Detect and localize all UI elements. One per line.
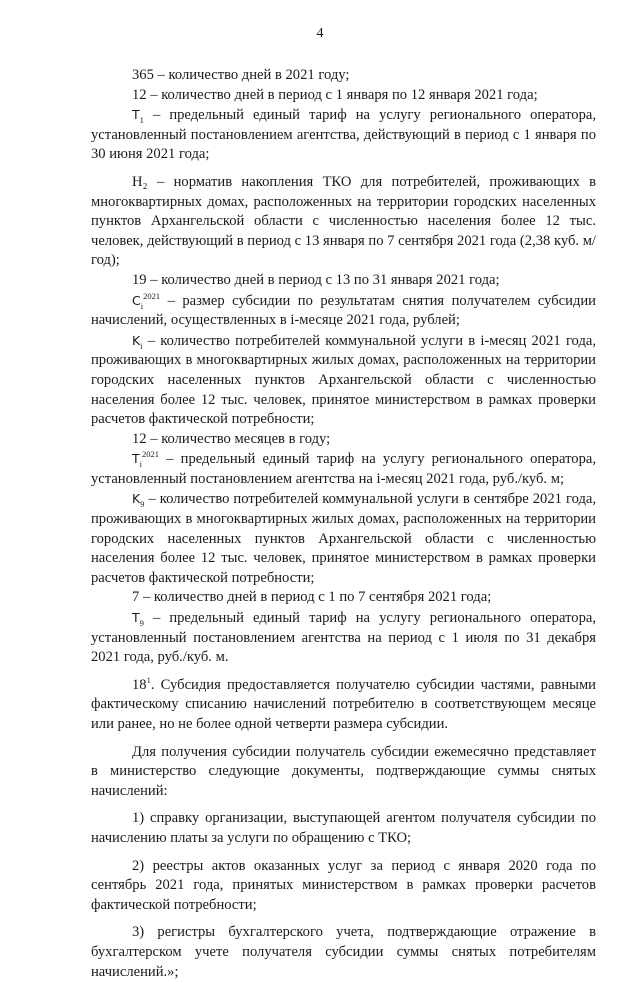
formula-subscript: 9 (139, 617, 144, 628)
paragraph-consumers-ki: $K_i$ – количество потребителей коммунальной услуги в i-месяц 2021 года, проживающих в многоквартирных жилых домах, расположенных на территории городских населенных пунктов Архангельской области с численностью населения более 12 тыс. человек, принятое министерством в рамках проверки расчетов фактической потребности; (91, 332, 596, 428)
page-number: 4 (316, 26, 324, 41)
paragraph-norm-h2: H₂ – норматив накопления ТКО для потребителей, проживающих в многоквартирных домах, расположенных на территории городских населенных пунктов Архангельской области с численностью населения более 12 тыс. человек, действующий в период с 13 января по 7 сентября 2021 года (2,38 куб. м/год); (91, 173, 596, 269)
paragraph-item-3: 3) регистры бухгалтерского учета, подтверждающие отражение в бухгалтерском учете получателя субсидии суммы снятых потребителям начислений.»; (91, 924, 596, 980)
paragraph-days-sep-1-7: 7 – количество дней в период с 1 по 7 сентября 2021 года; (132, 589, 492, 606)
paragraph-tariff-t1: $T_1$ – предельный единый тариф на услугу регионального оператора, установленный постановлением агентства, действующий в период с 1 января по 30 июня 2021 года; (91, 107, 596, 163)
formula-symbol: C (132, 292, 141, 308)
paragraph-months-in-year: 12 – количество месяцев в году; (132, 430, 331, 447)
paragraph-days-in-year: 365 – количество дней в 2021 году; (132, 67, 350, 83)
formula-symbol: T (132, 610, 140, 626)
formula-subscript: i (140, 340, 143, 351)
clause-superscript: 1 (146, 674, 151, 685)
paragraph-days-jan-13-31: 19 – количество дней в период с 13 по 31 января 2021 года; (132, 271, 500, 288)
formula-subscript: 1 (139, 115, 144, 126)
paragraph-tariff-t9: $T_9$ – предельный единый тариф на услугу регионального оператора, установленный постановлением агентства на период с 1 июля по 31 декабря 2021 года, руб./куб. м. (91, 610, 596, 666)
formula-symbol: T (132, 107, 140, 123)
paragraph-item-1: 1) справку организации, выступающей агентом получателя субсидии по начислению платы за услуги по обращению с ТКО; (91, 810, 596, 846)
paragraph-item-2: 2) реестры актов оказанных услуг за период с января 2020 года по сентябрь 2021 года, принятых министерством в рамках проверки расчетов фактической потребности; (91, 857, 596, 913)
formula-superscript: 2021 (143, 290, 161, 301)
formula-superscript: 2021 (142, 449, 160, 460)
formula-symbol: K (132, 332, 141, 348)
formula-symbol: T (132, 451, 140, 467)
paragraph-tariff-ti: $T_i^{2021}$ – предельный единый тариф на услугу регионального оператора, установленный постановлением агентства на i-месяц 2021 года, руб./куб. м; (91, 449, 596, 487)
formula-symbol: K (132, 491, 141, 507)
paragraph-clause-18-1: $18^1$. Субсидия предоставляется получателю субсидии частями, равными фактическому списанию начислений потребителю в соответствующем месяце или ранее, но не более одной четверти размера субсидии. (91, 674, 596, 732)
formula-subscript: 9 (140, 499, 145, 510)
formula-subscript: i (139, 459, 143, 470)
clause-number: 18 (132, 676, 147, 693)
formula-subscript: i (140, 300, 144, 311)
paragraph-days-jan-1-12: 12 – количество дней в период с 1 января по 12 января 2021 года; (132, 86, 538, 103)
paragraph-consumers-k9: $K_9$ – количество потребителей коммунальной услуги в сентябре 2021 года, проживающих в многоквартирных жилых домах, расположенных на территории городских населенных пунктов Архангельской области с численностью населения более 12 тыс. человек, принятое министерством в рамках проверки расчетов фактической потребности; (91, 491, 596, 586)
paragraph-subsidy-ci: $C_i^{2021}$ – размер субсидии по результатам снятия получателем субсидии начислений, осуществленных в i-месяце 2021 года, рублей; (91, 290, 596, 329)
document-body (91, 66, 596, 982)
paragraph-documents-intro: Для получения субсидии получатель субсидии ежемесячно представляет в министерство следующие документы, подтверждающие суммы снятых начислений: (91, 743, 596, 799)
